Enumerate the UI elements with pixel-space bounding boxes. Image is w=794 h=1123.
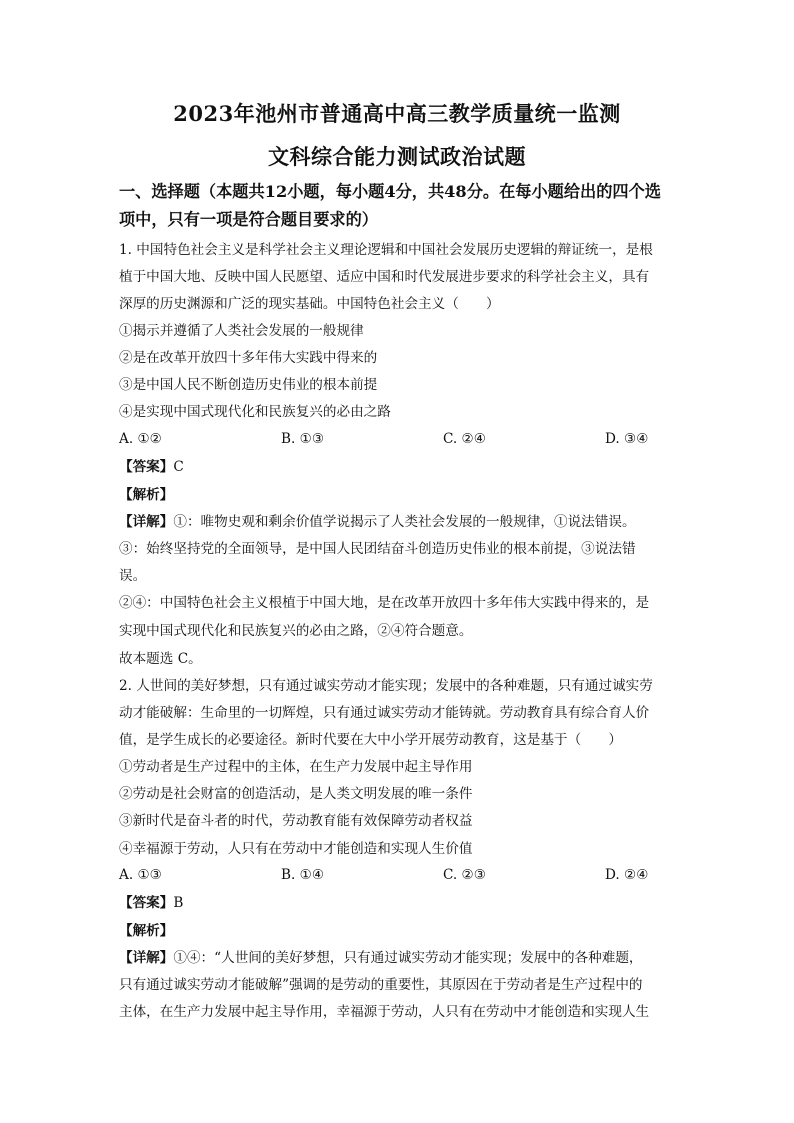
q2-option-a: A. ①③ <box>119 867 162 883</box>
answer-label: 【答案】 <box>119 459 174 475</box>
detail-text: ①：唯物史观和剩余价值学说揭示了人类社会发展的一般规律，①说法错误。 <box>173 514 636 530</box>
q2-statement: ③新时代是奋斗者的时代，劳动教育能有效保障劳动者权益 <box>119 813 473 829</box>
q2-stem-line: 动才能破解：生命里的一切辉煌，只有通过诚实劳动才能铸就。劳动教育具有综合育人价 <box>119 705 650 721</box>
q1-answer <box>119 458 184 476</box>
q1-detail-line: ②④：中国特色社会主义根植于中国大地，是在改革开放四十多年伟大实践中得来的，是 <box>119 595 650 611</box>
q1-stem-line: 1. 中国特色社会主义是科学社会主义理论逻辑和中国社会发展历史逻辑的辩证统一，是根 <box>119 242 653 258</box>
q2-statement: ②劳动是社会财富的创造活动，是人类文明发展的唯一条件 <box>119 786 473 802</box>
q2-statement: ④幸福源于劳动，人只有在劳动中才能创造和实现人生价值 <box>119 841 473 857</box>
q1-statement: ②是在改革开放四十多年伟大实践中得来的 <box>119 350 378 366</box>
q1-detail-line: 实现中国式现代化和民族复兴的必由之路，②④符合题意。 <box>119 623 473 639</box>
section-heading-line: 一、选择题（本题共12小题，每小题4分，共48分。在每小题给出的四个选 <box>119 182 661 201</box>
document-title: 2023年池州市普通高中高三教学质量统一监测 <box>173 101 621 126</box>
q2-answer <box>119 894 183 912</box>
q2-stem-line: 2. 人世间的美好梦想，只有通过诚实劳动才能实现；发展中的各种难题，只有通过诚实劳 <box>119 678 653 694</box>
q2-detail-line: 主体，在生产力发展中起主导作用，幸福源于劳动，人只有在劳动中才能创造和实现人生 <box>119 1004 650 1020</box>
detail-label: 【详解】 <box>119 514 174 530</box>
q2-option-b: B. ①④ <box>281 867 325 883</box>
section-heading-line: 项中，只有一项是符合题目要求的） <box>119 210 378 229</box>
detail-text: ①④：“人世间的美好梦想，只有通过诚实劳动才能实现；发展中的各种难题， <box>173 950 643 966</box>
answer-value: C <box>173 459 184 475</box>
q2-option-c: C. ②③ <box>443 867 486 883</box>
answer-value: B <box>173 895 184 911</box>
q1-option-d: D. ③④ <box>605 431 649 447</box>
q1-detail-line: 故本题选 C。 <box>119 651 202 667</box>
q2-analysis-label: 【解析】 <box>119 923 174 939</box>
q1-statement: ④是实现中国式现代化和民族复兴的必由之路 <box>119 404 391 420</box>
q1-stem-line: 深厚的历史渊源和广泛的现实基础。中国特色社会主义（ ） <box>119 296 500 312</box>
q1-statement: ③是中国人民不断创造历史伟业的根本前提 <box>119 377 378 393</box>
q1-analysis-label: 【解析】 <box>119 487 174 503</box>
q2-option-d: D. ②④ <box>605 867 649 883</box>
q2-statement: ①劳动者是生产过程中的主体，在生产力发展中起主导作用 <box>119 759 473 775</box>
q2-detail-line: 只有通过诚实劳动才能破解”强调的是劳动的重要性，其原因在于劳动者是生产过程中的 <box>119 977 643 993</box>
q1-option-b: B. ①③ <box>281 431 325 447</box>
q1-stem-line: 植于中国大地、反映中国人民愿望、适应中国和时代发展进步要求的科学社会主义，具有 <box>119 269 650 285</box>
q1-option-a: A. ①② <box>119 431 162 447</box>
document-subtitle: 文科综合能力测试政治试题 <box>268 144 526 169</box>
q1-detail-line: 误。 <box>119 568 147 584</box>
q2-detail-line <box>119 949 643 967</box>
q1-option-c: C. ②④ <box>443 431 486 447</box>
q1-detail-line <box>119 513 636 531</box>
answer-label: 【答案】 <box>119 895 174 911</box>
detail-label: 【详解】 <box>119 950 174 966</box>
q1-statement: ①揭示并遵循了人类社会发展的一般规律 <box>119 323 364 339</box>
q2-stem-line: 值，是学生成长的必要途径。新时代要在大中小学开展劳动教育，这是基于（ ） <box>119 732 622 748</box>
q1-detail-line: ③：始终坚持党的全面领导，是中国人民团结奋斗创造历史伟业的根本前提，③说法错 <box>119 541 636 557</box>
